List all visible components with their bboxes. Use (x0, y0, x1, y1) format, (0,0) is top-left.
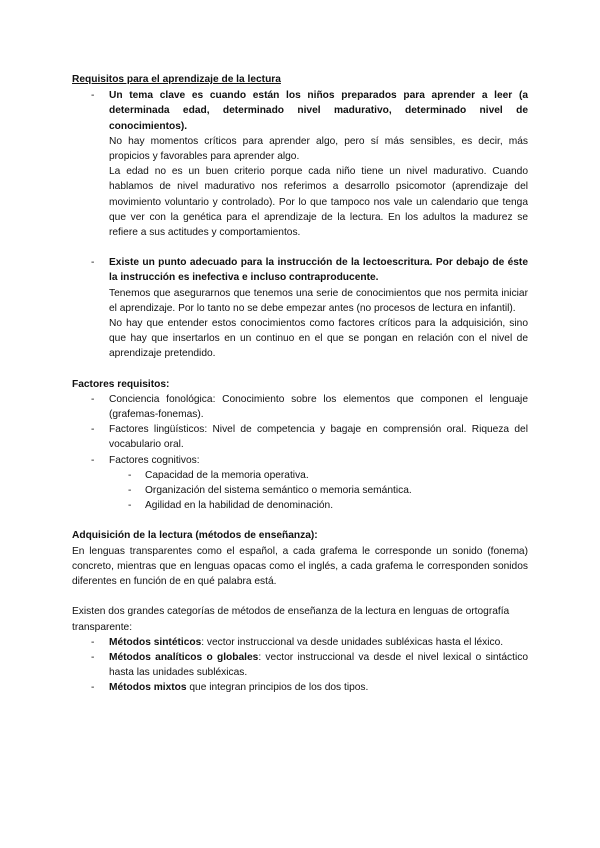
bullet-dash: - (91, 424, 95, 436)
list-item (72, 255, 528, 361)
bullet-dash: - (91, 90, 95, 102)
method-text (109, 680, 528, 695)
method-desc: : vector instruccional va desde unidades subléxicas hasta el léxico. (201, 636, 504, 648)
list-item (72, 88, 528, 240)
method-text (109, 650, 528, 680)
document-page (72, 72, 528, 696)
paragraph: Tenemos que asegurarnos que tenemos una serie de conocimientos que nos permita iniciar el aprendizaje. Por lo tanto no se debe empezar antes (no procesos de lectura en infantil). (109, 287, 528, 314)
method-desc: : vector instruccional va desde el nivel lexical o sintáctico hasta las unidades subléxicas. (109, 651, 528, 679)
method-text (109, 635, 528, 650)
paragraph: La edad no es un buen criterio porque cada niño tiene un nivel madurativo. Cuando hablamos de nivel madurativo nos referimos a desarrollo psicomotor (aprendizaje del movimiento voluntario y controlado). Por lo que tampoco nos vale un calendario que tenga que ver con la genética para el aprendizaje de la lectura. En los adultos la madurez se refiere a sus actitudes y comportamientos. (109, 166, 528, 239)
subfactor-text: Organización del sistema semántico o memoria semántica. (145, 485, 412, 497)
paragraph: En lenguas transparentes como el español, a cada grafema le corresponde un sonido (fonema) concreto, mientras que en lenguas opacas como el inglés, a cada grafema le corresponden sonidos diferentes en función de en qué palabra está. (72, 545, 528, 588)
bullet-dash: - (128, 500, 132, 512)
method-term: Métodos mixtos (109, 682, 187, 694)
section-title-factores: Factores requisitos: (72, 378, 170, 390)
factor-text: Factores cognitivos: (109, 454, 200, 466)
paragraph: Existen dos grandes categorías de métodos de enseñanza de la lectura en lenguas de ortografía transparente: (72, 606, 510, 633)
bullet-dash: - (91, 682, 95, 694)
section-title-adquisicion: Adquisición de la lectura (métodos de enseñanza): (72, 530, 318, 542)
bullet-dash: - (91, 257, 95, 269)
sub-list-item (72, 498, 528, 513)
paragraph: No hay que entender estos conocimientos como factores críticos para la adquisición, sino que hay que insertarlos en un continuo en el que se pongan en relación con el nivel de aprendizaje pretendido. (109, 318, 528, 360)
bullet-lead: Existe un punto adecuado para la instrucción de la lectoescritura. Por debajo de éste la instrucción es inefectiva e incluso contraproducente. (109, 257, 528, 284)
bullet-dash: - (91, 393, 95, 405)
method-term: Métodos sintéticos (109, 636, 202, 648)
list-item (72, 453, 528, 468)
bullet-dash: - (91, 651, 95, 663)
list-item (72, 422, 528, 452)
bullet-dash: - (128, 485, 132, 497)
subfactor-text: Agilidad en la habilidad de denominación. (145, 500, 334, 512)
list-item (72, 680, 528, 695)
bullet-lead: Un tema clave es cuando están los niños preparados para aprender a leer (a determinada edad, determinado nivel madurativo, determinado nivel de conocimientos). (109, 90, 528, 132)
factor-text: Conciencia fonológica: Conocimiento sobre los elementos que componen el lenguaje (grafemas-fonemas). (109, 393, 528, 421)
list-item (72, 635, 528, 650)
sub-list-item (72, 483, 528, 498)
bullet-dash: - (91, 454, 95, 466)
method-desc: que integran principios de los dos tipos. (186, 682, 369, 694)
paragraph: No hay momentos críticos para aprender algo, pero sí más sensibles, es decir, más propicios y favorables para aprender algo. (109, 135, 528, 163)
list-item (72, 650, 528, 680)
subfactor-text: Capacidad de la memoria operativa. (145, 469, 309, 481)
list-item (72, 392, 528, 422)
section-title-requisitos: Requisitos para el aprendizaje de la lectura (72, 74, 281, 85)
method-term: Métodos analíticos o globales (109, 651, 259, 663)
bullet-dash: - (91, 636, 95, 648)
factor-text: Factores lingüísticos: Nivel de competencia y bagaje en comprensión oral. Riqueza del vocabulario oral. (109, 424, 528, 451)
bullet-dash: - (128, 469, 132, 481)
sub-list-item (72, 468, 528, 483)
